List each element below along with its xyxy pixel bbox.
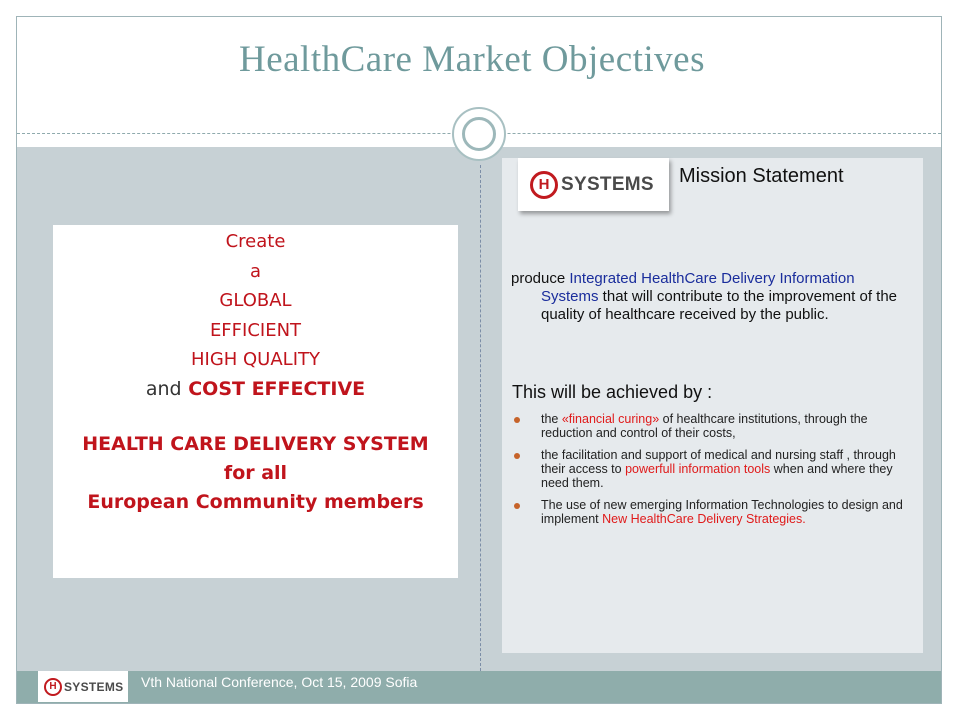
produce-highlight: Integrated HealthCare Delivery Information Systems xyxy=(541,270,855,305)
achievement-text: «financial curing» xyxy=(561,412,660,426)
achievement-item xyxy=(512,498,907,526)
objective-line: GLOBAL xyxy=(219,290,292,311)
objectives-lines-top xyxy=(53,225,458,375)
decorative-ring-icon xyxy=(452,107,506,161)
objectives-lines-bottom xyxy=(53,430,458,517)
objective-line: European Community members xyxy=(87,490,424,513)
bullet-icon xyxy=(514,417,520,423)
produce-rest: that will contribute to the improvement of the quality of healthcare received by the public. xyxy=(541,288,897,323)
objective-line: EFFICIENT xyxy=(209,319,302,341)
objective-line: HIGH QUALITY xyxy=(190,349,321,370)
footer-logo xyxy=(38,671,128,702)
logo-wordmark: SYSTEMS xyxy=(561,173,654,195)
bullet-icon xyxy=(514,503,520,509)
mission-heading: Mission Statement xyxy=(679,165,844,187)
footer-logo-wordmark: SYSTEMS xyxy=(64,679,124,694)
mission-statement xyxy=(511,270,911,324)
mission-panel xyxy=(502,158,923,653)
achievement-item xyxy=(512,412,907,440)
company-logo xyxy=(518,158,669,211)
footer-conference-text: Vth National Conference, Oct 15, 2009 Sofia xyxy=(141,674,418,690)
achievement-item xyxy=(512,448,907,490)
achievement-text: of healthcare institutions, through the reduction and control of their costs, xyxy=(541,412,868,440)
achieved-heading: This will be achieved by : xyxy=(512,382,713,402)
center-divider xyxy=(480,165,481,671)
achievement-text: when and where they need them. xyxy=(541,462,893,490)
and-word: and xyxy=(145,377,182,400)
produce-lead: produce xyxy=(511,270,566,287)
cost-effective-line xyxy=(53,375,458,404)
objective-line: for all xyxy=(223,461,288,484)
achievement-text: the xyxy=(541,412,562,426)
objective-line: Create xyxy=(225,231,286,252)
h-logo-icon: H xyxy=(530,171,558,199)
cost-effective-text: COST EFFECTIVE xyxy=(188,377,366,400)
footer-h-logo-icon: H xyxy=(44,678,62,696)
achievement-text: The use of new emerging Information Technologies to design and implement xyxy=(541,498,903,526)
achievement-list xyxy=(512,412,907,534)
achievement-text: powerfull information tools xyxy=(625,462,771,476)
decorative-ring-inner xyxy=(462,117,496,151)
achievement-text: New HealthCare Delivery Strategies. xyxy=(602,512,806,526)
objective-line: HEALTH CARE DELIVERY SYSTEM xyxy=(82,432,429,455)
objectives-panel xyxy=(53,225,458,578)
bullet-icon xyxy=(514,453,520,459)
achievement-text: the facilitation and support of medical and nursing staff , through their access to xyxy=(541,448,896,476)
objective-line: a xyxy=(249,260,262,282)
slide-title: HealthCare Market Objectives xyxy=(238,39,706,80)
